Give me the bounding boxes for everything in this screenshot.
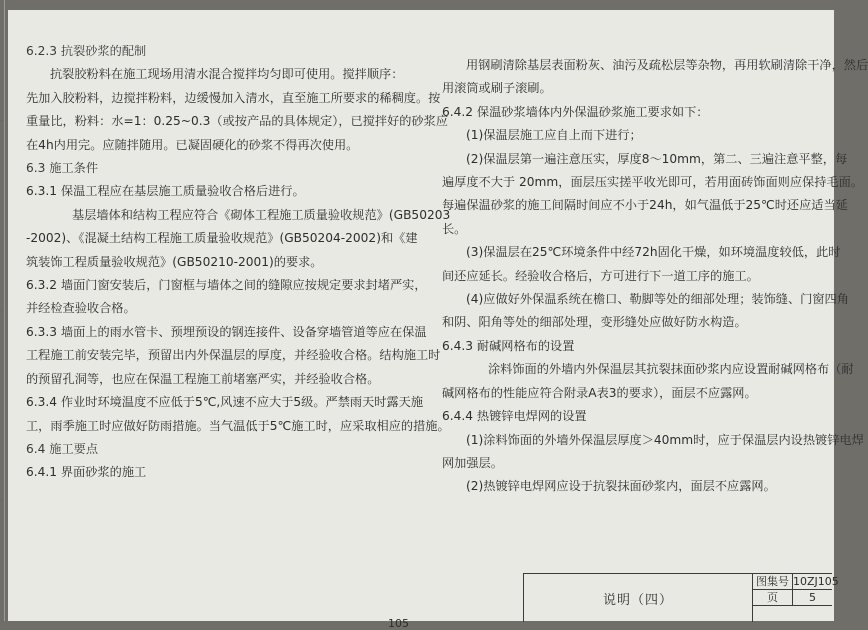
page-label: 页 [767,591,778,604]
paragraph-line: 涂料饰面的外墙内外保温层其抗裂抹面砂浆内应设置耐碱网格布（耐 [488,362,854,377]
list-item: (4)应做好外保温系统在檐口、勒脚等处的细部处理；装饰缝、门窗四角 [466,292,849,307]
divider [752,605,832,606]
paragraph-line: 的预留孔洞等，也应在保温工程施工前堵塞严实，并经验收合格。 [26,371,380,386]
section-heading-6-2-3: 6.2.3 抗裂砂浆的配制 [26,44,147,58]
paragraph-line: 用钢刷清除基层表面粉灰、油污及疏松层等杂物，再用软刷清除干净，然后 [466,58,868,72]
paragraph-line: 重量比，粉料：水=1：0.25~0.3（或按产品的具体规定），已搅拌好的砂浆应 [26,114,449,129]
clause-6-3-2: 6.3.2 墙面门窗安装后，门窗框与墙体之间的缝隙应按规定要求封堵严实， [26,278,427,293]
drawing-title: 说明（四） [602,592,673,608]
paragraph-line: 遍厚度不大于 20mm，面层压实搓平收光即可，若用面砖饰面则应保持毛面。 [442,175,863,190]
binding-edge [4,0,5,621]
document-page [8,10,868,630]
atlas-number-label: 图集号 [756,575,789,588]
clause-6-4-4: 6.4.4 热镀锌电焊网的设置 [442,409,587,424]
paragraph-line: -2002)、《混凝土结构工程施工质量验收规范》(GB50204-2002)和《建 [26,231,418,246]
binding-mark [0,310,4,311]
atlas-number-value: 10ZJ105 [793,575,839,588]
list-item: (3)保温层在25℃环境条件中经72h固化干燥，如环境温度较低，此时 [466,245,841,260]
page-number: 105 [388,617,409,630]
paragraph-line: 在4h内用完。应随拌随用。已凝固硬化的砂浆不得再次使用。 [26,137,359,152]
paragraph-line: 碱网格布的性能应符合附录A表3的要求），面层不应露网。 [442,385,757,400]
page-value: 5 [809,591,816,604]
paragraph-line: 每遍保温砂浆的施工间隔时间应不小于24h，如气温低于25℃时还应适当延 [442,198,848,213]
paragraph-line: 工，雨季施工时应做好防雨措施。当气温低于5℃施工时，应采取相应的措施。 [26,418,450,433]
clause-6-3-1: 6.3.1 保温工程应在基层施工质量验收合格后进行。 [26,184,305,199]
title-block [523,573,839,622]
list-item: (2)热镀锌电焊网应设于抗裂抹面砂浆内，面层不应露网。 [466,479,776,494]
clause-6-4-3: 6.4.3 耐碱网格布的设置 [442,338,575,353]
binding-mark [0,500,4,501]
list-item: (1)涂料饰面的外墙外保温层厚度＞40mm时，应于保温层内设热镀锌电焊 [466,432,864,447]
list-item: (2)保温层第一遍注意压实，厚度8～10mm，第二、三遍注意平整，每 [466,151,848,166]
paragraph-line: 长。 [442,221,467,236]
paragraph-line: 工程施工前安装完毕，预留出内外保温层的厚度，并经验收合格。结构施工时 [26,348,441,363]
binding-mark [0,120,4,121]
paragraph-line: 筑装饰工程质量验收规范》(GB50210-2001)的要求。 [26,254,323,269]
paragraph-line: 先加入胶粉料，边搅拌粉料，边缓慢加入清水，直至施工所要求的稀稠度。按 [26,90,441,105]
clause-6-4-1: 6.4.1 界面砂浆的施工 [26,465,147,480]
paragraph-line: 和阴、阳角等处的细部处理，变形缝处应做好防水构造。 [442,315,747,330]
section-heading-6-4: 6.4 施工要点 [26,441,99,456]
list-item: (1)保温层施工应自上而下进行； [466,128,642,143]
paragraph-line: 间还应延长。经验收合格后，方可进行下一道工序的施工。 [442,268,759,283]
paragraph-line: 抗裂胶粉料在施工现场用清水混合搅拌均匀即可使用。搅拌顺序： [50,67,404,82]
clause-6-3-3: 6.3.3 墙面上的雨水管卡、预埋预设的钢连接件、设备穿墙管道等应在保温 [26,324,427,339]
right-column [442,56,868,497]
section-heading-6-3: 6.3 施工条件 [26,161,99,176]
paragraph-line: 基层墙体和结构工程应符合《砌体工程施工质量验收规范》(GB50203 [72,207,451,222]
clause-6-3-4: 6.3.4 作业时环境温度不应低于5℃,风速不应大于5级。严禁雨天时露天施 [26,395,424,410]
paragraph-line: 并经检查验收合格。 [26,301,136,316]
clause-6-4-2: 6.4.2 保温砂浆墙体内外保温砂浆施工要求如下： [442,104,709,119]
left-column [26,42,451,483]
paragraph-line: 网加强层。 [442,455,503,470]
paragraph-line: 用滚筒或刷子滚刷。 [442,81,552,96]
